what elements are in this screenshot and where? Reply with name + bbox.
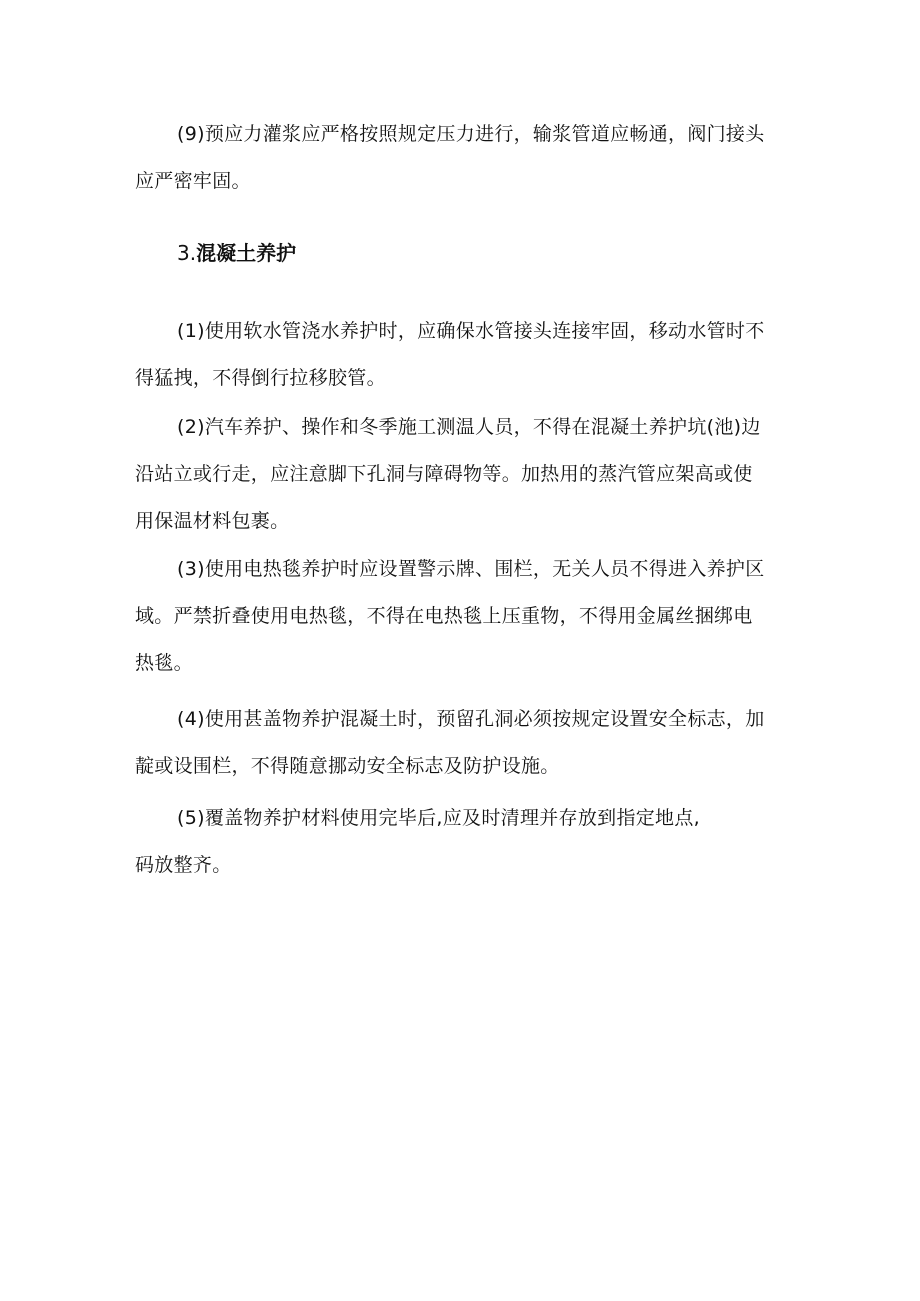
paragraph-line: (2)汽车养护、操作和冬季施工测温人员，不得在混凝土养护坑(池)边 [177,416,761,438]
paragraph-5 [135,795,785,889]
paragraph-line: 得猛拽，不得倒行拉移胶管。 [135,367,386,389]
paragraph-line: 热毯。 [135,652,193,674]
section-heading [177,238,296,268]
paragraph-1 [135,308,785,402]
paragraph-2 [135,404,785,545]
paragraph-line: 靛或设围栏，不得随意挪动安全标志及防护设施。 [135,755,560,777]
paragraph-9 [135,111,785,205]
section-number: 3. [177,241,197,265]
paragraph-line: 应严密牢固。 [135,170,251,192]
section-title: 混凝土养护 [196,241,297,265]
paragraph-line: (1)使用软水管浇水养护时，应确保水管接头连接牢固，移动水管时不 [177,320,765,342]
paragraph-line: 沿站立或行走，应注意脚下孔洞与障碍物等。加热用的蒸汽管应架高或使 [135,463,753,485]
paragraph-4 [135,696,785,790]
paragraph-line: 用保温材料包裹。 [135,510,290,532]
paragraph-line: 域。严禁折叠使用电热毯，不得在电热毯上压重物，不得用金属丝捆绑电 [135,605,753,627]
paragraph-line: (4)使用甚盖物养护混凝土时，预留孔洞必须按规定设置安全标志，加 [177,708,765,730]
paragraph-line: 码放整齐。 [135,854,232,876]
paragraph-3 [135,546,785,687]
paragraph-line: (9)预应力灌浆应严格按照规定压力进行，输浆管道应畅通，阀门接头 [177,123,765,145]
paragraph-line: (5)覆盖物养护材料使用完毕后,应及时清理并存放到指定地点, [177,807,700,829]
paragraph-line: (3)使用电热毯养护时应设置警示牌、围栏，无关人员不得进入养护区 [177,558,765,580]
